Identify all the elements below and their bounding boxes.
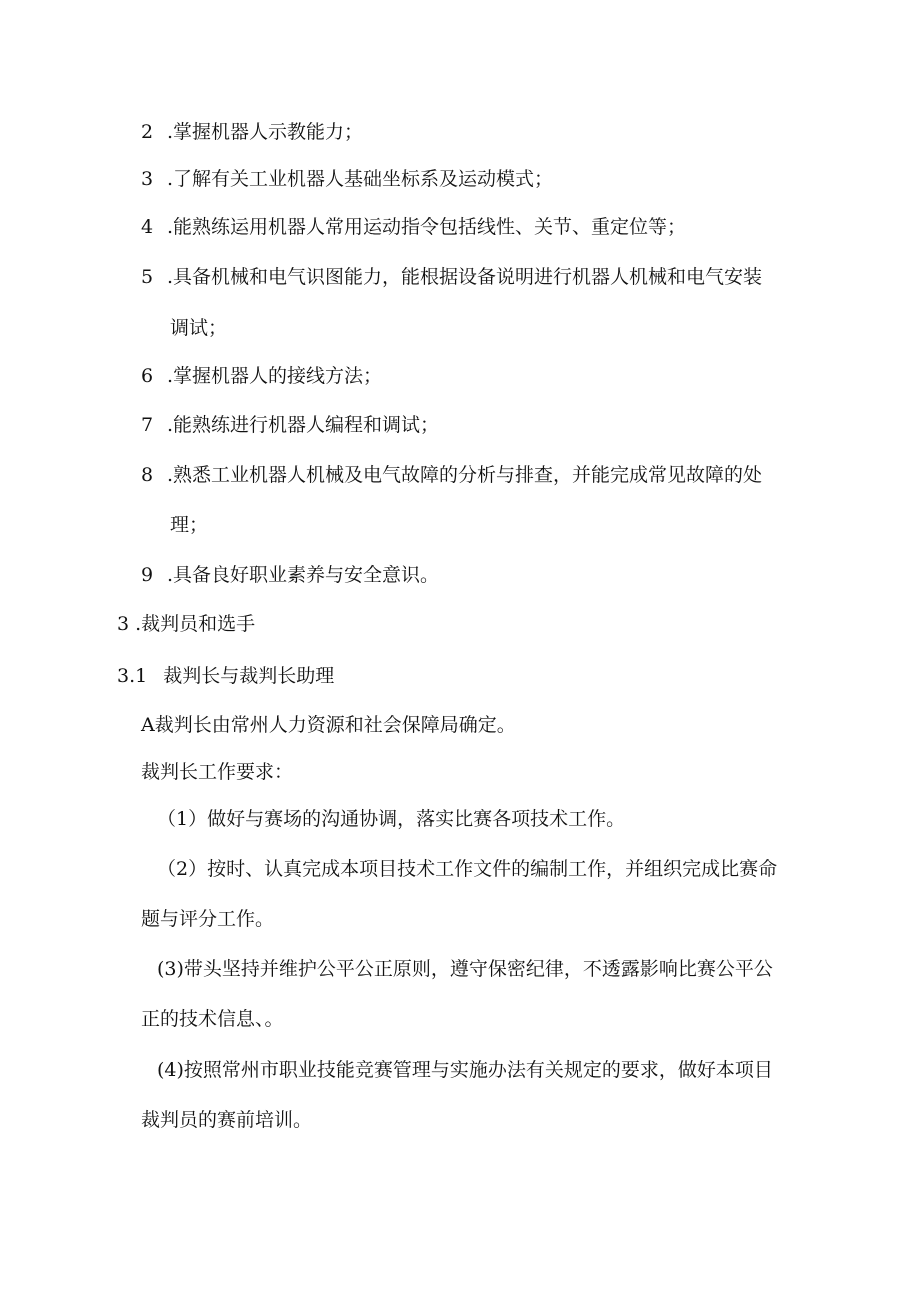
duty-item-2: （2）按时、认真完成本项目技术工作文件的编制工作，并组织完成比赛命 (157, 858, 778, 880)
duty-item-1: （1）做好与赛场的沟通协调，落实比赛各项技术工作。 (157, 808, 626, 830)
duty-item-4: (4)按照常州市职业技能竞赛管理与实施办法有关规定的要求，做好本项目 (157, 1059, 773, 1081)
item-number: 9 (141, 564, 154, 586)
paragraph-a: A裁判长由常州人力资源和社会保障局确定。 (141, 714, 516, 736)
list-item-8-continuation: 理； (170, 514, 209, 536)
item-number: 3 (141, 168, 154, 190)
item-text: .掌握机器人的接线方法； (167, 365, 383, 387)
item-number: 2 (141, 121, 154, 143)
item-number: 6 (141, 365, 154, 387)
list-item-2 (141, 120, 363, 144)
item-text: .具备良好职业素养与安全意识。 (167, 564, 440, 586)
item-text: .了解有关工业机器人基础坐标系及运动模式； (167, 168, 554, 190)
list-item-5-continuation: 调试； (170, 317, 228, 339)
item-text: .能熟练进行机器人编程和调试； (167, 414, 440, 436)
paragraph-requirements: 裁判长工作要求： (141, 761, 294, 783)
subsection-title: 裁判长与裁判长助理 (163, 665, 335, 687)
section-heading: 3 .裁判员和选手 (117, 613, 256, 635)
item-number: 5 (141, 266, 154, 288)
subsection-heading (117, 664, 334, 688)
item-number: 8 (141, 464, 154, 486)
item-number: 7 (141, 414, 154, 436)
duty-item-4-continuation: 裁判员的赛前培训。 (141, 1109, 313, 1131)
subsection-number: 3.1 (117, 665, 148, 687)
list-item-7 (141, 413, 439, 437)
item-text: .具备机械和电气识图能力，能根据设备说明进行机器人机械和电气安装 (167, 266, 763, 288)
list-item-3 (141, 167, 553, 191)
duty-item-3-continuation: 正的技术信息、。 (141, 1008, 284, 1030)
list-item-5 (141, 265, 762, 289)
item-text: .熟悉工业机器人机械及电气故障的分析与排查，并能完成常见故障的处 (167, 464, 763, 486)
duty-item-3: (3)带头坚持并维护公平公正原则，遵守保密纪律，不透露影响比赛公平公 (157, 958, 773, 980)
duty-item-2-continuation: 题与评分工作。 (141, 908, 275, 930)
item-number: 4 (141, 216, 154, 238)
item-text: .能熟练运用机器人常用运动指令包括线性、关节、重定位等； (167, 216, 687, 238)
list-item-4 (141, 215, 686, 239)
list-item-8 (141, 463, 762, 487)
list-item-9 (141, 563, 439, 587)
list-item-6 (141, 364, 382, 388)
item-text: .掌握机器人示教能力； (167, 121, 364, 143)
